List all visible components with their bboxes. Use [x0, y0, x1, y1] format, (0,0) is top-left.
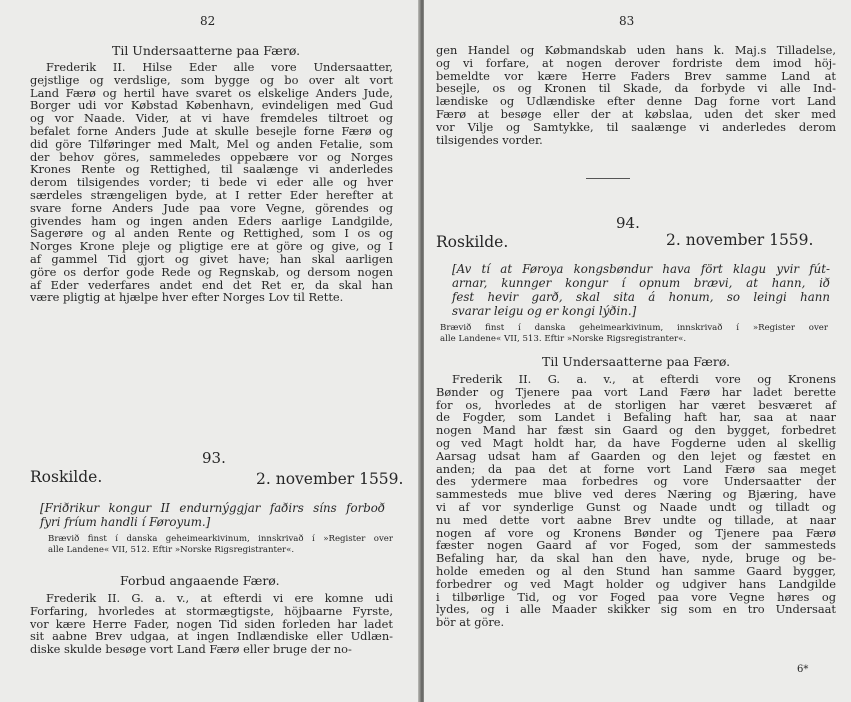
- text-line: bemeldte vor kære Herre Faders Brev samme Land at: [436, 68, 836, 83]
- signature-mark: 6*: [797, 664, 809, 675]
- letter-body: [30, 61, 393, 304]
- text-line: af Eder vederfares andet end det Ret er, da skal han: [30, 277, 393, 292]
- text-line: Borger udi vor Købstad København, evindeligen med Gud: [30, 98, 393, 113]
- left-page: [0, 0, 420, 702]
- text-line: Frederik II. Hilse Eder alle vore Undersaatter,: [46, 60, 393, 74]
- text-line: Krones Rente og Rettighed, til saalænge vi anderledes: [30, 162, 393, 177]
- document-summary: [452, 262, 830, 318]
- text-line: vor Vilje og Samtykke, til saalænge vi anderledes derom: [436, 119, 836, 134]
- text-line: alle Landene« VII, 513. Eftir »Norske Rigsregistranter«.: [440, 334, 687, 344]
- text-line: tilsigendes vorder.: [436, 132, 543, 147]
- document-date: 2. november 1559.: [256, 470, 404, 488]
- continuation-body: [436, 44, 836, 146]
- text-line: [Friðrikur kongur II endurnýggjar faðirs síns forboð: [40, 501, 385, 515]
- text-line: holde emeden og al den Stund han samme Gaard bygger,: [436, 563, 836, 578]
- text-line: Norges Krone pleje og pligtige ere at göre og give, og I: [30, 239, 393, 254]
- text-line: af gammel Tid gjort og givet have; han skal aarligen: [30, 251, 393, 266]
- text-line: svarar leigu og er kongi lýðin.]: [452, 304, 637, 318]
- document-number: 93.: [202, 449, 226, 467]
- text-line: for os, hvorledes at de storligen har været besværet af: [436, 397, 836, 412]
- document-place: Roskilde.: [30, 468, 103, 486]
- text-line: og vor Naade. Vider, at vi have fremdeles tiltroet og: [30, 111, 393, 126]
- letter-address: Til Undersaatterne paa Færø.: [112, 43, 301, 58]
- text-line: være pligtig at hjælpe hver efter Norges Lov til Rette.: [30, 290, 344, 305]
- text-line: Brævið finst í danska geheimearkivinum, innskrivað í »Register over: [440, 323, 828, 333]
- text-line: Land Færø og hertil have svaret os elskelige Anders Jude,: [30, 85, 393, 100]
- page-number-right: 83: [619, 14, 635, 28]
- text-line: nogen Mand har fæst sin Gaard og den bygget, forbedret: [436, 423, 836, 438]
- text-line: særdeles strængeligen byde, at I retter Eder herefter at: [30, 187, 393, 202]
- text-line: des ydermere maa forbedres og vore Undersaatter der: [436, 474, 836, 489]
- text-line: de Fogder, som Landet i Befaling haft har, saa at naar: [436, 410, 836, 425]
- text-line: fyri fríum handli í Føroyum.]: [40, 515, 211, 529]
- text-line: i tilbørlige Tid, og vor Foged paa vore Vegne høres og: [436, 589, 836, 604]
- text-line: svare forne Anders Jude paa vore Vegne, görendes og: [30, 200, 393, 215]
- text-line: lændiske og Udlændiske efter denne Dag forne vort Land: [436, 94, 836, 109]
- right-page: [424, 0, 851, 702]
- text-line: Forfaring, hvorledes at stormægtigste, höjbaarne Fyrste,: [30, 603, 393, 618]
- page-number-left: 82: [200, 14, 216, 28]
- text-line: sit aabne Brev udgaa, at ingen Indlændiske eller Udlæn-: [30, 629, 393, 644]
- text-line: lydes, og i alle Maader skikker sig som en tro Undersaat: [436, 602, 836, 617]
- text-line: nu med dette vort aabne Brev undte og tillade, at naar: [436, 512, 836, 527]
- text-line: gen Handel og Købmandskab uden hans k. Maj.s Tilladelse,: [436, 43, 836, 57]
- text-line: Frederik II. G. a. v., at efterdi vore og Kronens: [452, 372, 836, 386]
- document-summary: [40, 501, 385, 529]
- document-date: 2. november 1559.: [666, 231, 814, 249]
- document-body: [30, 592, 393, 656]
- text-line: derom tilsigendes vorder; ti bede vi eder alle og hver: [30, 175, 393, 190]
- text-line: og vi forfare, at nogen derover fordriste dem imod höj-: [436, 55, 836, 70]
- text-line: Brævið finst í danska geheimearkivinum, innskrivað í »Register over: [48, 534, 393, 544]
- text-line: did göre Tilføringer med Malt, Mel og anden Fetalie, som: [30, 136, 393, 151]
- text-line: gejstlige og verdslige, som bygge og bo over alt vort: [30, 72, 393, 87]
- document-number: 94.: [616, 214, 640, 232]
- text-line: Færø at besøge eller der at købslaa, uden det sker med: [436, 106, 836, 121]
- text-line: Aarsag udsat ham af Gaarden og den lejet og fæstet en: [436, 448, 836, 463]
- text-line: og ved Magt holdt har, da have Fogderne uden al skellig: [436, 435, 836, 450]
- text-line: befalet forne Anders Jude at skulle besejle forne Færø og: [30, 123, 393, 138]
- text-line: forbedrer og ved Magt holder og udgiver hans Landgilde: [436, 576, 836, 591]
- document-body: [436, 373, 836, 629]
- text-line: vi af vor synderlige Gunst og Naade undt og tilladt og: [436, 499, 836, 514]
- document-source-note: [48, 534, 393, 556]
- text-line: Bønder og Tjenere paa vort Land Færø har ladet berette: [436, 384, 836, 399]
- text-line: sammesteds mue blive ved deres Næring og Bjæring, have: [436, 487, 836, 502]
- text-line: alle Landene« VII, 512. Eftir »Norske Rigsregistranter«.: [48, 545, 295, 555]
- text-line: Befaling har, da skal han den have, nyde, bruge og be-: [436, 551, 836, 566]
- text-line: Sagerøre og al anden Rente og Rettighed, som I os og: [30, 226, 393, 241]
- text-line: besejle, os og Kronen til Skade, da forbyde vi alle Ind-: [436, 81, 836, 96]
- document-address: Forbud angaaende Færø.: [120, 573, 280, 588]
- document-address: Til Undersaatterne paa Færø.: [542, 354, 731, 369]
- text-line: göre os derfor gode Rede og Regnskab, og dersom nogen: [30, 264, 393, 279]
- text-line: Frederik II. G. a. v., at efterdi vi ere komne udi: [46, 591, 393, 605]
- document-place: Roskilde.: [436, 233, 509, 251]
- document-source-note: [440, 323, 828, 345]
- text-line: der behov göres, sammeledes oppebære vor og Norges: [30, 149, 393, 164]
- text-line: givendes ham og ingen anden Eders aarlige Landgilde,: [30, 213, 393, 228]
- text-line: nogen af vore og Kronens Bønder og Tjenere paa Færø: [436, 525, 836, 540]
- text-line: arnar, kunnger kongur í opnum brævi, at hann, ið: [452, 276, 830, 290]
- text-line: bör at göre.: [436, 615, 505, 630]
- text-line: [Av tí at Føroya kongsbøndur hava fört klagu yvir fút-: [452, 262, 830, 276]
- section-rule: [586, 178, 630, 179]
- text-line: vor kære Herre Fader, nogen Tid siden forleden har ladet: [30, 616, 393, 631]
- text-line: anden; da paa det at forne vort Land Færø saa meget: [436, 461, 836, 476]
- text-line: fæster nogen Gaard af vor Foged, som der sammesteds: [436, 538, 836, 553]
- text-line: fest hevir garð, skal sita á honum, so leingi hann: [452, 290, 830, 304]
- text-line: diske skulde besøge vort Land Færø eller bruge der no-: [30, 642, 352, 657]
